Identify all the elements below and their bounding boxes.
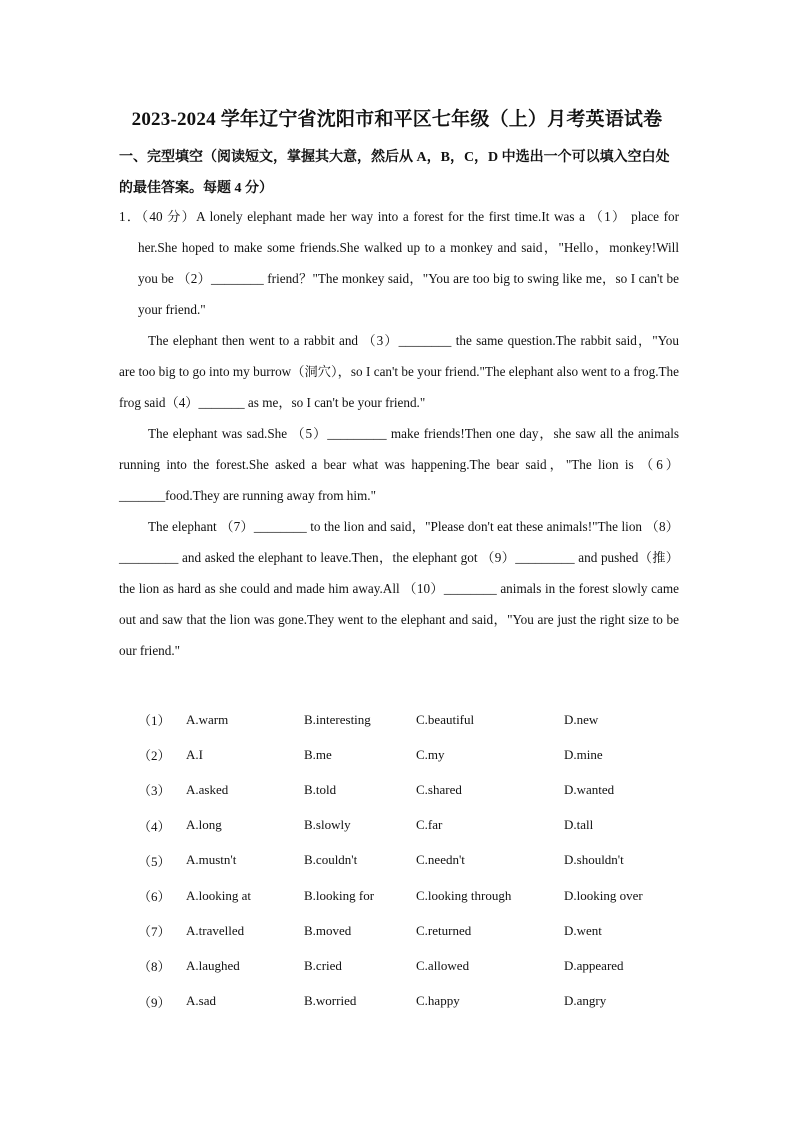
option-number: （9） bbox=[138, 994, 171, 1010]
option-number: （7） bbox=[138, 924, 171, 940]
option-a[interactable]: A.long bbox=[186, 817, 222, 833]
option-b[interactable]: B.moved bbox=[304, 922, 352, 938]
option-row bbox=[138, 702, 664, 737]
option-number: （2） bbox=[138, 748, 171, 764]
question-1-intro: 1．（40 分）A lonely elephant made her way into a forest for the first time.It was a （1） place for her.She hoped to make some friends.She walked up to a monkey and said，"Hello，monkey!Will you be （2）________ friend？"The monkey said，"You are too big to swing like me，so I can't be your friend." bbox=[119, 209, 679, 317]
option-number: （4） bbox=[138, 818, 171, 834]
option-d[interactable]: D.looking over bbox=[564, 887, 643, 903]
option-number: （3） bbox=[138, 783, 171, 799]
option-a[interactable]: A.mustn't bbox=[186, 852, 237, 868]
option-c[interactable]: C.looking through bbox=[416, 887, 512, 903]
option-c[interactable]: C.beautiful bbox=[416, 711, 475, 727]
option-row bbox=[138, 948, 664, 983]
option-row bbox=[138, 984, 664, 1019]
option-row bbox=[138, 878, 664, 913]
option-c[interactable]: C.happy bbox=[416, 993, 460, 1009]
option-row bbox=[138, 913, 664, 948]
option-number: （8） bbox=[138, 959, 171, 975]
option-b[interactable]: B.interesting bbox=[304, 711, 371, 727]
option-row bbox=[138, 808, 664, 843]
option-c[interactable]: C.my bbox=[416, 746, 445, 762]
option-b[interactable]: B.me bbox=[304, 746, 332, 762]
option-a[interactable]: A.looking at bbox=[186, 887, 251, 903]
option-row bbox=[138, 772, 664, 807]
section-heading: 一、完型填空（阅读短文，掌握其大意，然后从 A，B，C，D 中选出一个可以填入空白处的最佳答案。每题 4 分） bbox=[119, 150, 670, 196]
option-d[interactable]: D.angry bbox=[564, 993, 607, 1009]
option-c[interactable]: C.allowed bbox=[416, 957, 470, 973]
option-c[interactable]: C.shared bbox=[416, 781, 462, 797]
option-d[interactable]: D.shouldn't bbox=[564, 852, 624, 868]
passage-paragraph: The elephant （7）________ to the lion and said，"Please don't eat these animals!"The lion （8）_________ and asked the elephant to leave.Then，the elephant got （9）_________ and pushed（推） the lion as hard as she could and made him away.All （10）________ animals in the forest slowly came out and saw that the lion was gone.They went to the elephant and said，"You are just the right size to be our friend." bbox=[119, 519, 679, 658]
page-title: 2023-2024 学年辽宁省沈阳市和平区七年级（上）月考英语试卷 bbox=[131, 109, 663, 130]
option-b[interactable]: B.looking for bbox=[304, 887, 375, 903]
passage-paragraph: The elephant was sad.She （5）_________ make friends!Then one day，she saw all the animals running into the forest.She asked a bear what was happening.The bear said，"The lion is （6）_______food.They are running away from him." bbox=[119, 426, 679, 503]
option-d[interactable]: D.mine bbox=[564, 746, 603, 762]
option-c[interactable]: C.far bbox=[416, 817, 443, 833]
option-number: （6） bbox=[138, 889, 171, 905]
option-a[interactable]: A.travelled bbox=[186, 922, 245, 938]
option-c[interactable]: C.returned bbox=[416, 922, 472, 938]
option-a[interactable]: A.warm bbox=[186, 711, 229, 727]
option-a[interactable]: A.laughed bbox=[186, 957, 240, 973]
option-row bbox=[138, 737, 664, 772]
options-table bbox=[138, 702, 664, 1019]
option-b[interactable]: B.told bbox=[304, 781, 337, 797]
option-b[interactable]: B.worried bbox=[304, 993, 357, 1009]
option-b[interactable]: B.slowly bbox=[304, 817, 351, 833]
option-row bbox=[138, 843, 664, 878]
option-d[interactable]: D.new bbox=[564, 711, 599, 727]
option-d[interactable]: D.went bbox=[564, 922, 602, 938]
option-b[interactable]: B.couldn't bbox=[304, 852, 358, 868]
option-number: （5） bbox=[138, 853, 171, 869]
option-number: （1） bbox=[138, 713, 171, 729]
passage-paragraph: The elephant then went to a rabbit and （3）________ the same question.The rabbit said，"You are too big to go into my burrow（洞穴），so I can't be your friend."The elephant also went to a frog.The frog said（4）_______ as me，so I can't be your friend." bbox=[119, 333, 679, 410]
option-d[interactable]: D.wanted bbox=[564, 781, 615, 797]
option-d[interactable]: D.tall bbox=[564, 817, 594, 833]
option-a[interactable]: A.sad bbox=[186, 993, 216, 1009]
option-d[interactable]: D.appeared bbox=[564, 957, 624, 973]
option-a[interactable]: A.asked bbox=[186, 781, 229, 797]
option-c[interactable]: C.needn't bbox=[416, 852, 465, 868]
option-a[interactable]: A.I bbox=[186, 746, 203, 762]
option-b[interactable]: B.cried bbox=[304, 957, 342, 973]
question-1 bbox=[119, 201, 679, 666]
